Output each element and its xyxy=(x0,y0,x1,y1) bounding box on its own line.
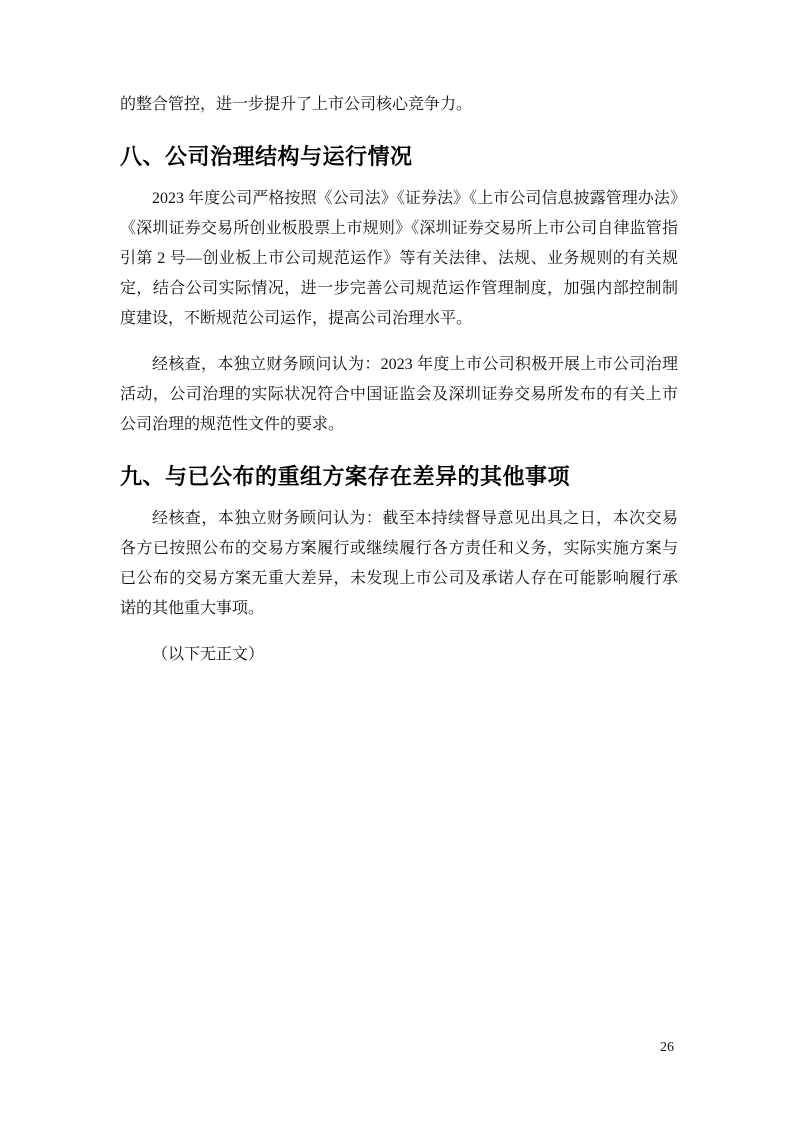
closing-note: （以下无正文） xyxy=(152,646,265,663)
document-body xyxy=(120,90,678,686)
paragraph-continuation: 的整合管控，进一步提升了上市公司核心竞争力。 xyxy=(120,96,473,113)
page-number: 26 xyxy=(660,1040,674,1055)
paragraph: 2023 年度公司严格按照《公司法》《证券法》《上市公司信息披露管理办法》《深圳证券交易所创业板股票上市规则》《深圳证券交易所上市公司自律监管指引第 2 号—创业板上市公司规范运作》等有关法律、法规、业务规则的有关规定，结合公司实际情况，进一步完善公司规范运作管理制度，加强内部控制制度建设，不断规范公司运作，提高公司治理水平。 xyxy=(120,190,678,327)
section-heading-8: 八、公司治理结构与运行情况 xyxy=(120,144,413,169)
paragraph: 经核查，本独立财务顾问认为：2023 年度上市公司积极开展上市公司治理活动，公司治理的实际状况符合中国证监会及深圳证券交易所发布的有关上市公司治理的规范性文件的要求。 xyxy=(120,356,678,433)
paragraph: 经核查，本独立财务顾问认为：截至本持续督导意见出具之日，本次交易各方已按照公布的交易方案履行或继续履行各方责任和义务，实际实施方案与已公布的交易方案无重大差异，未发现上市公司及承诺人存在可能影响履行承诺的其他重大事项。 xyxy=(120,510,678,617)
section-heading-9: 九、与已公布的重组方案存在差异的其他事项 xyxy=(120,464,571,489)
